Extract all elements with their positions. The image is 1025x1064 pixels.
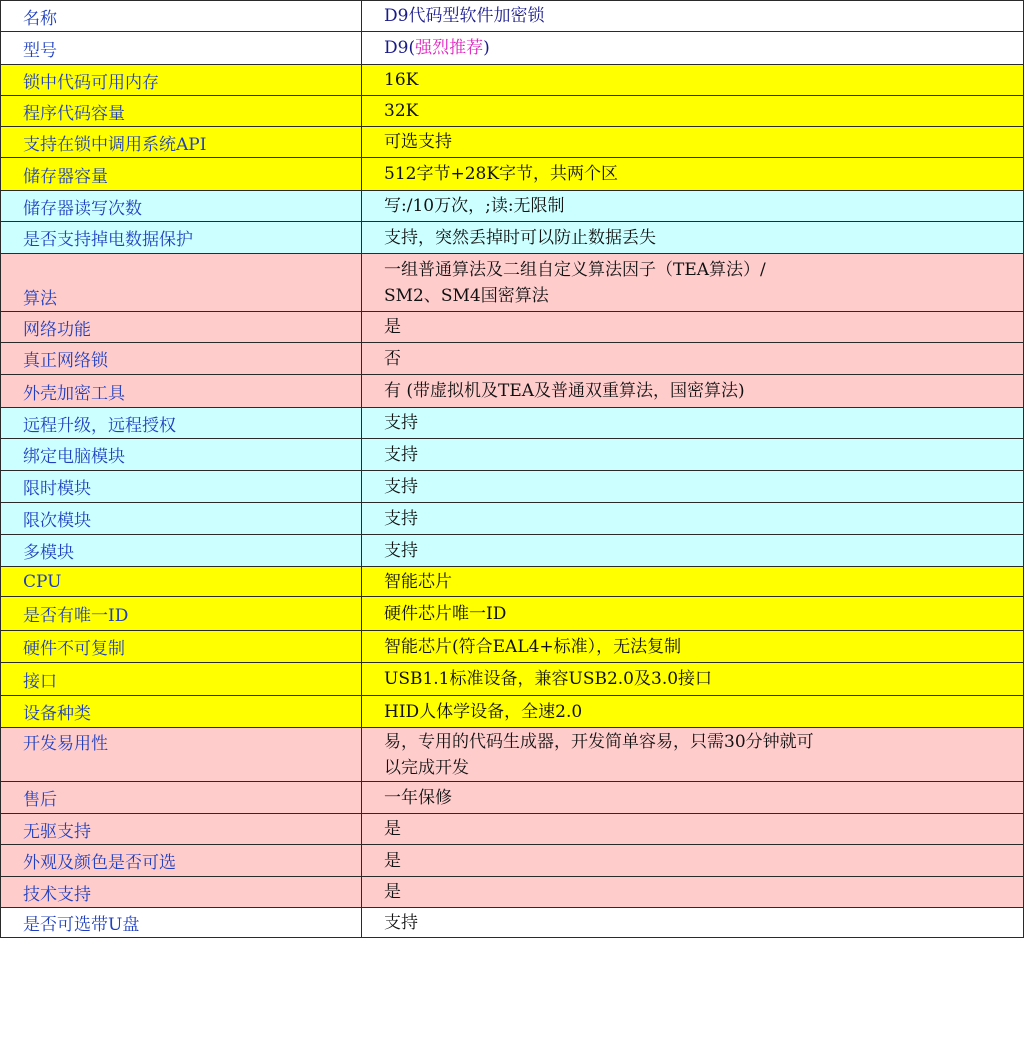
spec-value-text: 易，专用的代码生成器，开发简单容易，只需30分钟就可 <box>384 732 814 752</box>
spec-value-text: D9( <box>384 38 416 58</box>
spec-label: 锁中代码可用内存 <box>1 65 362 96</box>
spec-label: 售后 <box>1 782 362 814</box>
spec-row <box>1 65 1024 96</box>
spec-value-text: D9代码型软件加密锁 <box>384 6 545 26</box>
spec-value-suffix: ) <box>483 38 490 58</box>
spec-value <box>362 845 1024 877</box>
spec-label: 网络功能 <box>1 312 362 343</box>
spec-value-text: 一年保修 <box>384 787 452 808</box>
spec-value <box>362 1 1024 32</box>
spec-label: 技术支持 <box>1 877 362 908</box>
spec-label: 设备种类 <box>1 696 362 728</box>
spec-value-text: 是 <box>384 317 401 337</box>
spec-value <box>362 782 1024 814</box>
spec-value-text: 硬件芯片唯一ID <box>384 603 507 624</box>
spec-value <box>362 65 1024 96</box>
spec-label: 开发易用性 <box>1 728 362 782</box>
spec-row <box>1 222 1024 254</box>
spec-row <box>1 471 1024 503</box>
spec-label: 无驱支持 <box>1 814 362 845</box>
spec-value-text: 支持 <box>384 540 418 561</box>
spec-value-text: 支持 <box>384 444 418 465</box>
spec-value-text: 一组普通算法及二组自定义算法因子（TEA算法）/ <box>384 259 766 280</box>
spec-row <box>1 696 1024 728</box>
spec-row <box>1 439 1024 471</box>
spec-value <box>362 696 1024 728</box>
spec-value <box>362 158 1024 191</box>
spec-value <box>362 728 1024 782</box>
spec-label: 远程升级，远程授权 <box>1 408 362 439</box>
spec-label: 是否有唯一ID <box>1 597 362 631</box>
spec-row <box>1 1 1024 32</box>
spec-value-text: 支持 <box>384 912 418 933</box>
spec-value <box>362 32 1024 65</box>
spec-row <box>1 312 1024 343</box>
spec-value <box>362 597 1024 631</box>
spec-value-text: 32K <box>384 101 419 121</box>
spec-label: 名称 <box>1 1 362 32</box>
spec-value-line2: SM2、SM4国密算法 <box>384 285 549 306</box>
spec-label: 储存器读写次数 <box>1 191 362 222</box>
spec-row <box>1 254 1024 312</box>
spec-row <box>1 408 1024 439</box>
spec-value <box>362 439 1024 471</box>
spec-label: 多模块 <box>1 535 362 567</box>
spec-value <box>362 127 1024 158</box>
spec-row <box>1 375 1024 408</box>
spec-label: 外观及颜色是否可选 <box>1 845 362 877</box>
spec-label: 限次模块 <box>1 503 362 535</box>
spec-row <box>1 782 1024 814</box>
spec-value <box>362 191 1024 222</box>
spec-row <box>1 503 1024 535</box>
spec-row <box>1 535 1024 567</box>
spec-value-text: 智能芯片(符合EAL4+标准），无法复制 <box>384 636 682 657</box>
spec-row <box>1 814 1024 845</box>
spec-value <box>362 814 1024 845</box>
spec-row <box>1 127 1024 158</box>
spec-value <box>362 222 1024 254</box>
spec-value-text: 支持 <box>384 508 418 529</box>
spec-value <box>362 312 1024 343</box>
spec-value <box>362 96 1024 127</box>
spec-row <box>1 158 1024 191</box>
spec-value-text: 是 <box>384 850 401 871</box>
spec-label: 型号 <box>1 32 362 65</box>
spec-value-text: HID人体学设备，全速2.0 <box>384 701 583 722</box>
spec-value-text: 是 <box>384 819 401 839</box>
spec-row <box>1 845 1024 877</box>
spec-row <box>1 908 1024 938</box>
spec-label: 程序代码容量 <box>1 96 362 127</box>
spec-value-text: 512字节+28K字节，共两个区 <box>384 164 619 184</box>
spec-value-text: 智能芯片 <box>384 571 452 592</box>
spec-value <box>362 567 1024 597</box>
spec-value-text: 可选支持 <box>384 132 452 152</box>
spec-row <box>1 32 1024 65</box>
spec-label: 接口 <box>1 663 362 696</box>
spec-label: 算法 <box>1 254 362 312</box>
spec-value-text: 是 <box>384 882 401 902</box>
spec-value <box>362 631 1024 663</box>
spec-row <box>1 728 1024 782</box>
spec-value <box>362 471 1024 503</box>
spec-value-text: 支持，突然丢掉时可以防止数据丢失 <box>384 227 656 248</box>
spec-label: 硬件不可复制 <box>1 631 362 663</box>
spec-value <box>362 908 1024 938</box>
spec-label: CPU <box>1 567 362 597</box>
spec-label: 支持在锁中调用系统API <box>1 127 362 158</box>
spec-row <box>1 597 1024 631</box>
spec-value-text: 有 (带虚拟机及TEA及普通双重算法，国密算法) <box>384 381 745 401</box>
spec-value <box>362 408 1024 439</box>
spec-value-text: USB1.1标准设备，兼容USB2.0及3.0接口 <box>384 669 713 689</box>
spec-row <box>1 877 1024 908</box>
spec-value <box>362 343 1024 375</box>
spec-label: 绑定电脑模块 <box>1 439 362 471</box>
spec-label: 是否可选带U盘 <box>1 908 362 938</box>
spec-value-line2: 以完成开发 <box>384 758 469 778</box>
spec-row <box>1 663 1024 696</box>
spec-value <box>362 535 1024 567</box>
spec-value-text: 16K <box>384 70 419 90</box>
spec-label: 外壳加密工具 <box>1 375 362 408</box>
spec-value <box>362 877 1024 908</box>
spec-value <box>362 503 1024 535</box>
spec-label: 限时模块 <box>1 471 362 503</box>
spec-label: 储存器容量 <box>1 158 362 191</box>
spec-row <box>1 191 1024 222</box>
spec-value-text: 写:/10万次，;读:无限制 <box>384 196 565 216</box>
spec-value-highlight: 强烈推荐 <box>415 38 484 58</box>
spec-label: 真正网络锁 <box>1 343 362 375</box>
spec-row <box>1 567 1024 597</box>
spec-row <box>1 631 1024 663</box>
spec-row <box>1 96 1024 127</box>
spec-value-text: 否 <box>384 348 401 369</box>
spec-value-text: 支持 <box>384 413 418 433</box>
spec-row <box>1 343 1024 375</box>
spec-table-body <box>1 1 1024 938</box>
spec-value-text: 支持 <box>384 476 418 497</box>
spec-label: 是否支持掉电数据保护 <box>1 222 362 254</box>
spec-value <box>362 663 1024 696</box>
spec-value <box>362 375 1024 408</box>
spec-value <box>362 254 1024 312</box>
